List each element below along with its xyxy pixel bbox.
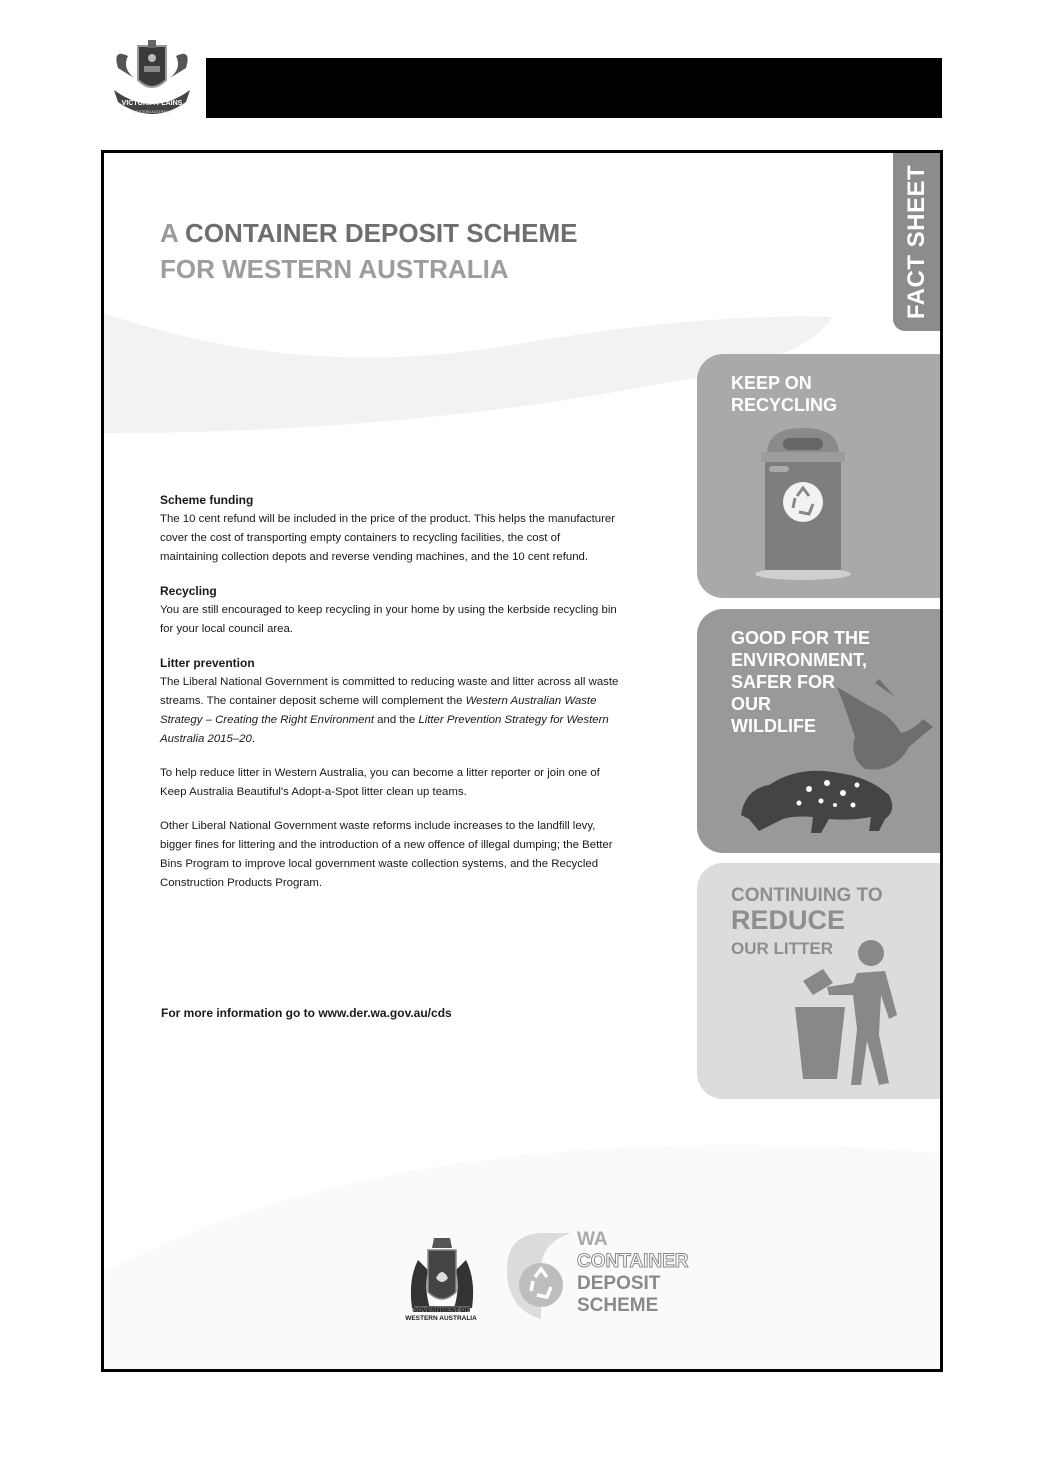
litter-heading: Litter prevention (160, 656, 255, 670)
litter-reporter-text: To help reduce litter in Western Australia, you can become a litter reporter or join one of Keep Australia Beautiful's Adopt-a-Spot litter clean up teams. (160, 767, 600, 798)
reduce-line-2: REDUCE (731, 905, 846, 935)
quoll-icon (739, 759, 899, 835)
litter-text: The Liberal National Government is committed to reducing waste and litter across all waste streams. The container deposit scheme will complement the Western Australian Waste Strategy – Creating the Right Environment and the Litter Prevention Strategy for Western Australia 2015–20. (160, 676, 619, 745)
keep-recycling-card (697, 354, 943, 598)
title-main: CONTAINER DEPOSIT SCHEME (185, 218, 578, 248)
wa-government-text: GOVERNMENT OF WESTERN AUSTRALIA (405, 1307, 477, 1322)
fact-sheet-label: FACT SHEET (902, 164, 930, 320)
fact-sheet-frame (101, 150, 943, 1372)
crest-location-text: WESTERN AUSTRALIA (133, 110, 171, 114)
keep-recycling-title: KEEP ON RECYCLING (731, 373, 838, 415)
reduce-line-1: CONTINUING TO (731, 885, 883, 906)
fact-sheet-tab (893, 153, 940, 331)
page-title (160, 215, 577, 287)
school-crest-logo (110, 38, 194, 118)
container-deposit-scheme-logo (501, 1229, 581, 1325)
more-info-link[interactable]: For more information go to www.der.wa.gov.au/cds (161, 1006, 452, 1020)
title-prefix: A (160, 218, 178, 248)
funding-text: The 10 cent refund will be included in the price of the product. This helps the manufacturer cover the cost of transporting empty containers to recycling facilities, the cost of maintaining collection depots and reverse vending machines, and the 10 cent refund. (160, 513, 616, 563)
environment-card (697, 609, 943, 853)
waste-reforms-text: Other Liberal National Government waste reforms include increases to the landfill levy, bigger fines for littering and the introduction of a new offence of illegal dumping; the Better Bins Program to improve local government waste collection systems, and the Recycled Construction Products Program. (160, 820, 613, 889)
recycling-heading: Recycling (160, 584, 217, 598)
body-content (160, 491, 620, 908)
recycling-text: You are still encouraged to keep recycling in your home by using the kerbside recycling bin for your local council area. (160, 604, 617, 635)
crest-motto-text: VICTORIA PLAINS (121, 100, 183, 107)
reduce-litter-card (697, 863, 943, 1099)
tidy-person-icon (793, 939, 903, 1087)
title-subtitle: FOR WESTERN AUSTRALIA (160, 254, 509, 284)
header-bar (206, 58, 942, 118)
environment-title: GOOD FOR THE ENVIRONMENT, SAFER FOR OUR WILDLIFE (731, 628, 870, 736)
recycling-bin-icon (753, 424, 853, 580)
container-deposit-scheme-text: WA CONTAINER DEPOSIT SCHEME (577, 1229, 689, 1316)
reduce-line-3: OUR LITTER (731, 939, 833, 958)
funding-heading: Scheme funding (160, 493, 254, 507)
litter-strategy-title: Litter Prevention Strategy for Western Australia 2015–20 (160, 714, 609, 745)
waste-strategy-title: Western Australian Waste Strategy – Creating the Right Environment (160, 695, 597, 726)
